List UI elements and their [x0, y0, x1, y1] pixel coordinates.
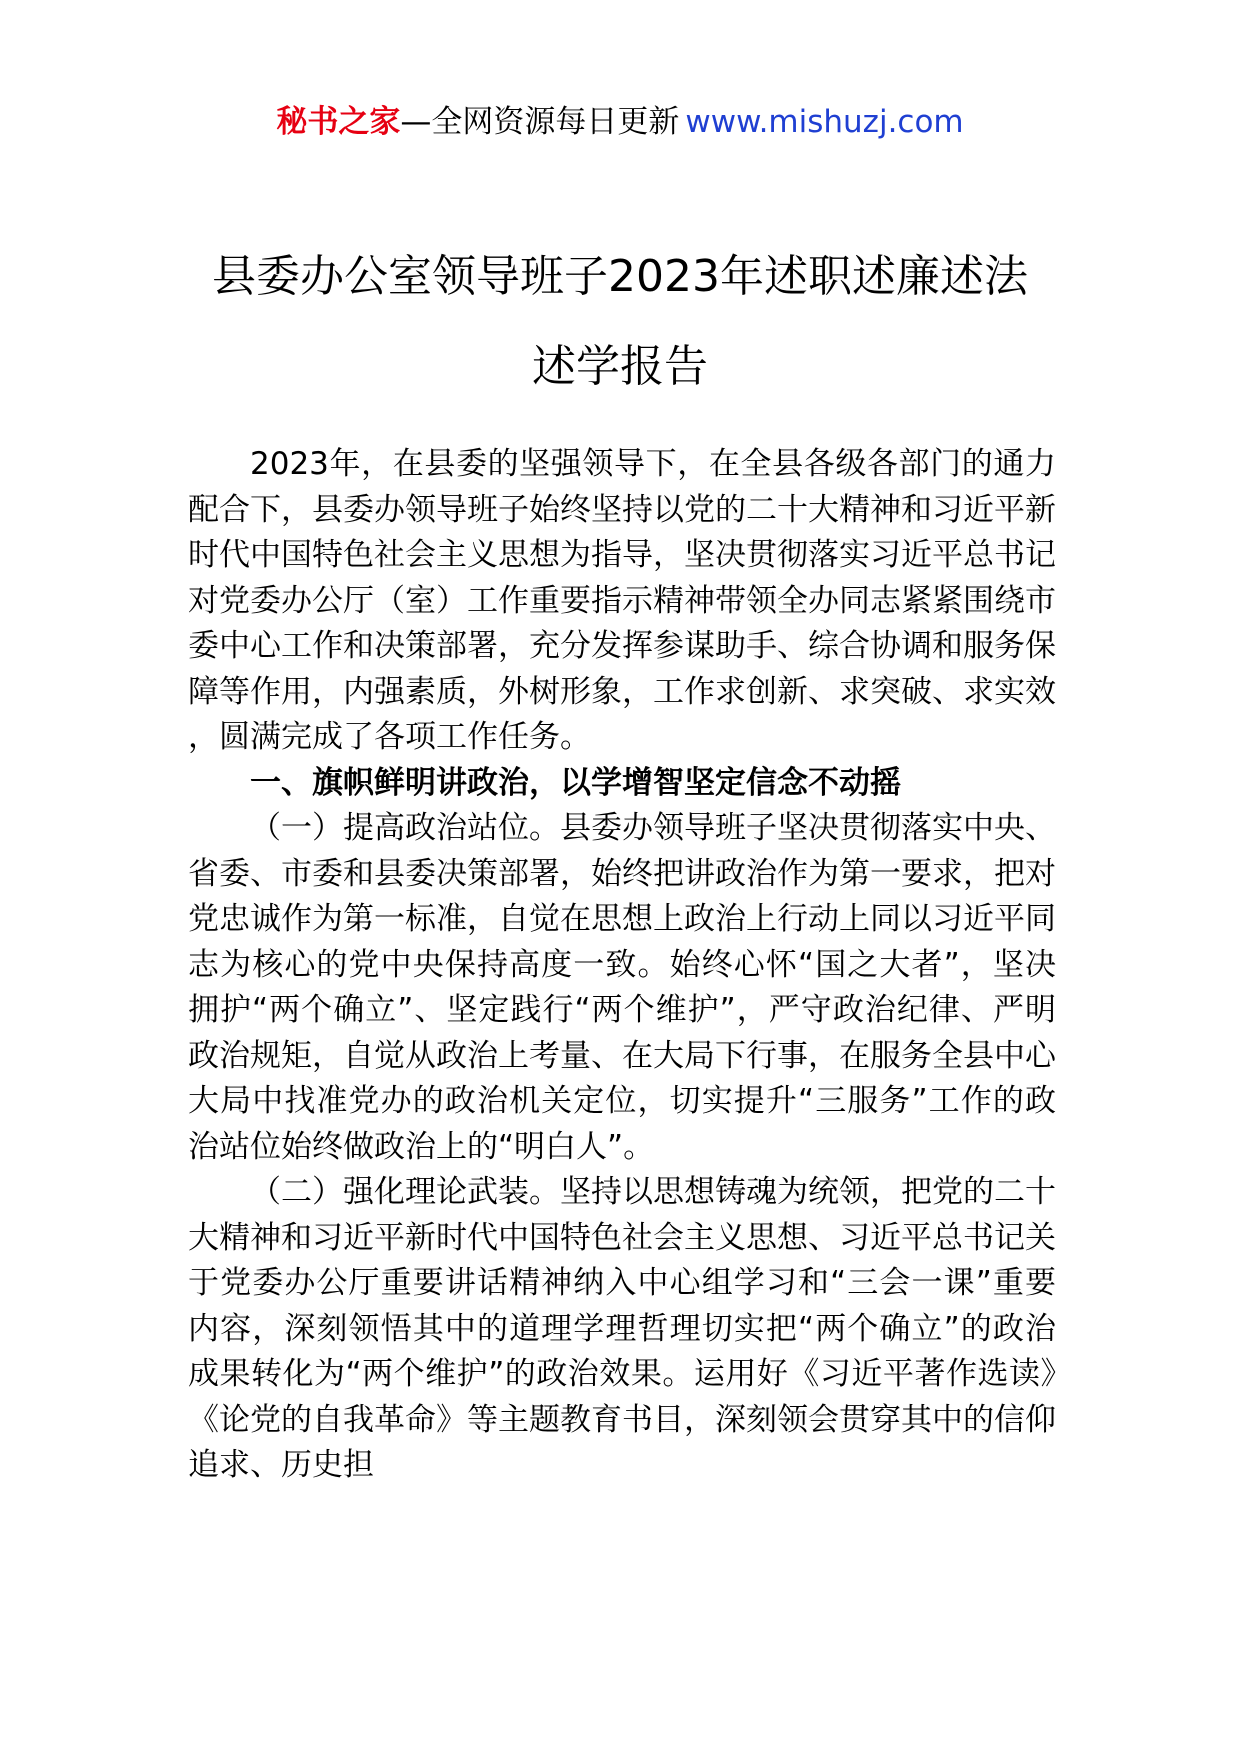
subsection-paragraph-1: （一）提高政治站位。县委办领导班子坚决贯彻落实中央、省委、市委和县委决策部署，始终把讲政治作为第一要求，把对党忠诚作为第一标准，自觉在思想上政治上行动上同以习近平同志为核心的党中央保持高度一致。始终心怀“国之大者”，坚决拥护“两个确立”、坚定践行“两个维护”，严守政治纪律、严明政治规矩，自觉从政治上考量、在大局下行事，在服务全县中心大局中找准党办的政治机关定位，切实提升“三服务”工作的政治站位始终做政治上的“明白人”。 [188, 810, 1056, 1165]
intro-paragraph: 2023年，在县委的坚强领导下，在全县各级各部门的通力配合下，县委办领导班子始终坚持以党的二十大精神和习近平新时代中国特色社会主义思想为指导，坚决贯彻落实习近平总书记对党委办公厅（室）工作重要指示精神带领全办同志紧紧围绕市委中心工作和决策部署，充分发挥参谋助手、综合协调和服务保障等作用，内强素质，外树形象，工作求创新、求突破、求实效，圆满完成了各项工作任务。 [188, 446, 1056, 755]
subsection-paragraph-2: （二）强化理论武装。坚持以思想铸魂为统领，把党的二十大精神和习近平新时代中国特色社会主义思想、习近平总书记关于党委办公厅重要讲话精神纳入中心组学习和“三会一课”重要内容，深刻领悟其中的道理学理哲理切实把“两个确立”的政治成果转化为“两个维护”的政治效果。运用好《习近平著作选读》《论党的自我革命》等主题教育书目，深刻领会贯穿其中的信仰追求、历史担 [188, 1174, 1056, 1483]
site-name: 秘书之家 [276, 104, 401, 140]
document-title-line-1: 县委办公室领导班子2023年述职述廉述法 [212, 251, 1028, 302]
document-title-line-2: 述学报告 [532, 341, 708, 392]
document-body [188, 442, 1056, 1489]
document-title [150, 232, 1090, 412]
site-url-link[interactable]: www.mishuzj.com [685, 104, 964, 140]
site-slogan: —全网资源每日更新 [400, 104, 680, 140]
section-heading-1: 一、旗帜鲜明讲政治，以学增智坚定信念不动摇 [250, 764, 901, 801]
site-header [0, 102, 1240, 142]
